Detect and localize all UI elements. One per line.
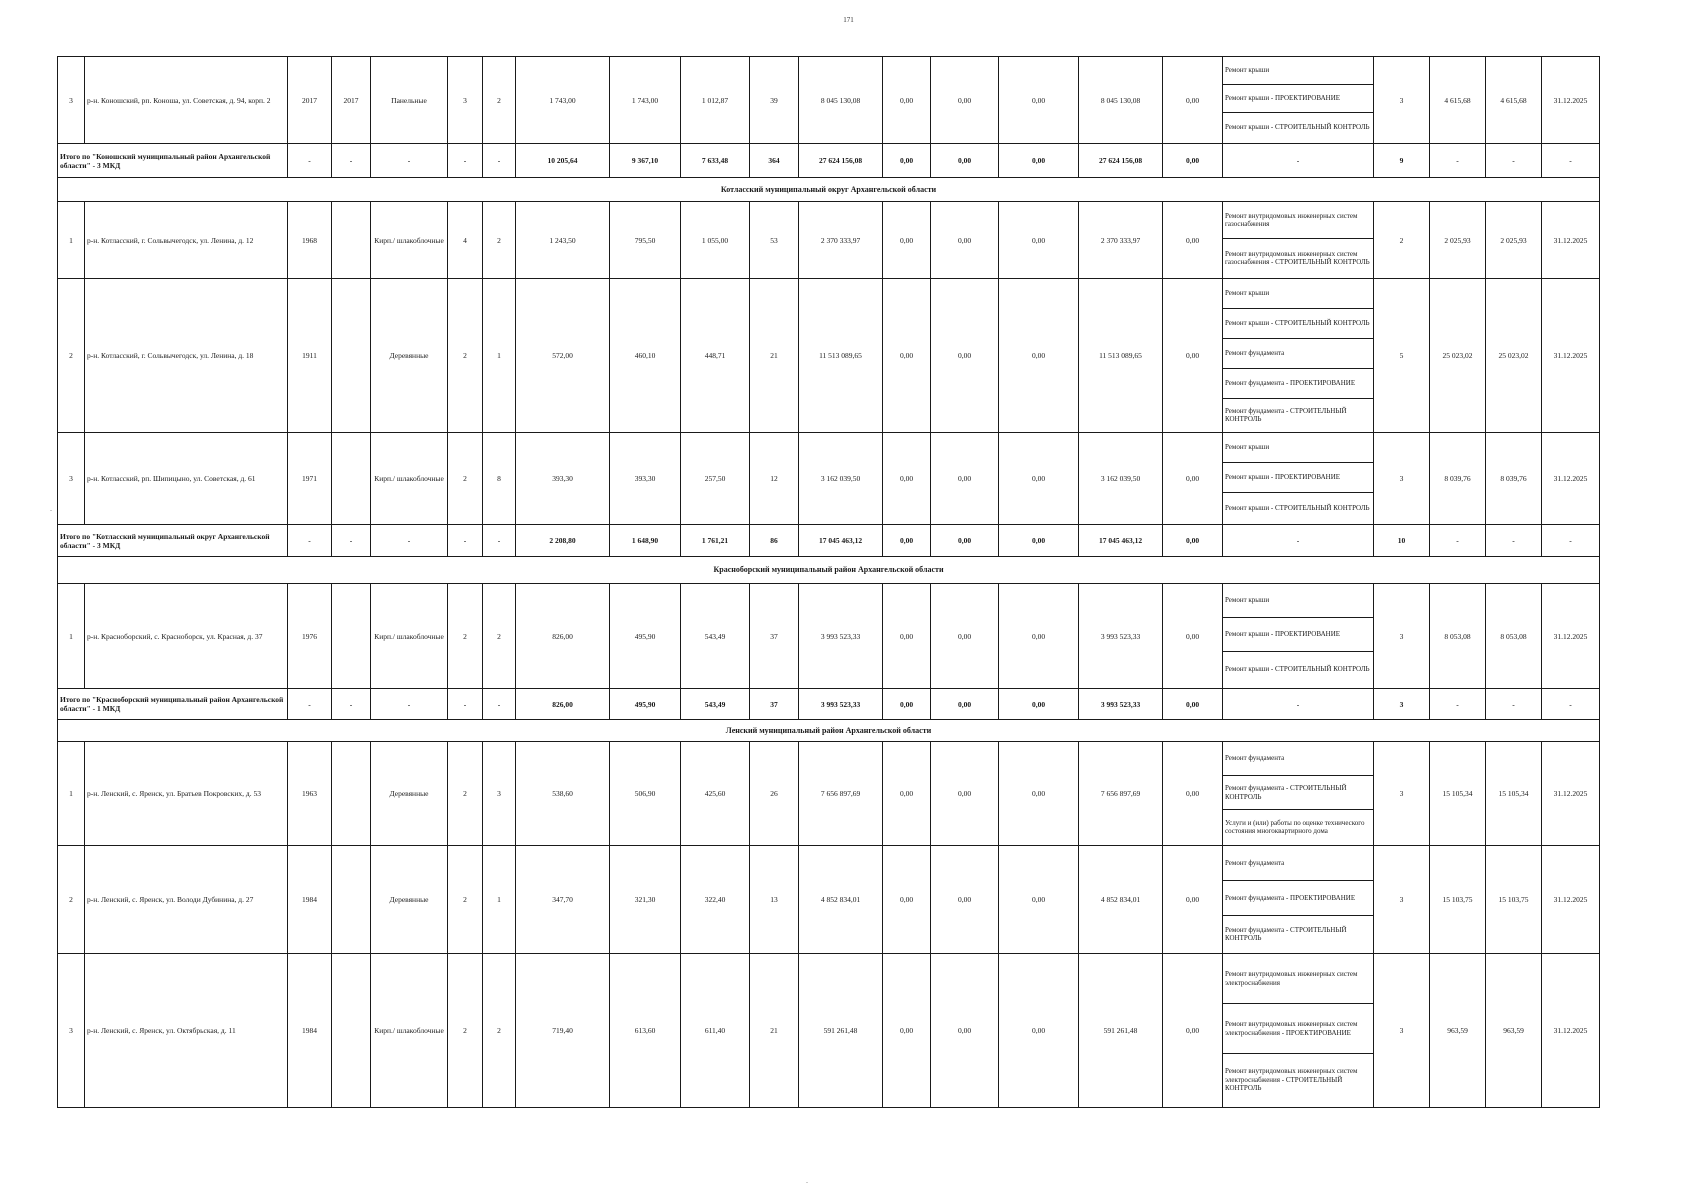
premises-area-cell: 506,90: [610, 742, 681, 846]
work-types-cell: [1223, 742, 1374, 846]
work-type-item: Ремонт крыши - СТРОИТЕЛЬНЫЙ КОНТРОЛЬ: [1225, 665, 1370, 674]
floors-cell: 2: [448, 433, 483, 525]
premises-area-cell: 460,10: [610, 279, 681, 433]
row-number-cell: 3: [58, 57, 85, 144]
premises-area-cell: 613,60: [610, 954, 681, 1108]
entrances-cell: -: [483, 525, 516, 557]
building-row: [58, 279, 1600, 433]
premises-area-cell: 1 648,90: [610, 525, 681, 557]
wall-material-cell: Кирп./ шлакоблочные: [371, 954, 448, 1108]
work-type-item: Ремонт крыши - СТРОИТЕЛЬНЫЙ КОНТРОЛЬ: [1225, 503, 1370, 512]
unit-cost-cell: 963,59: [1430, 954, 1486, 1108]
entrances-cell: 8: [483, 433, 516, 525]
federal-funds-cell: 0,00: [883, 689, 931, 720]
wall-material-cell: Деревянные: [371, 742, 448, 846]
building-row: [58, 742, 1600, 846]
work-types-cell: -: [1223, 689, 1374, 720]
federal-funds-cell: 0,00: [883, 279, 931, 433]
work-count-cell: 3: [1374, 846, 1430, 954]
year-commissioning-cell: 2017: [332, 57, 371, 144]
living-area-cell: 543,49: [681, 689, 750, 720]
year-commissioning-cell: [332, 279, 371, 433]
premises-area-cell: 795,50: [610, 202, 681, 279]
regional-funds-cell: 0,00: [931, 846, 999, 954]
total-area-cell: 2 208,80: [516, 525, 610, 557]
living-area-cell: 543,49: [681, 584, 750, 689]
total-area-cell: 393,30: [516, 433, 610, 525]
living-area-cell: 7 633,48: [681, 144, 750, 178]
work-count-cell: 5: [1374, 279, 1430, 433]
entrances-cell: 2: [483, 584, 516, 689]
year-commissioning-cell: [332, 742, 371, 846]
municipal-funds-cell: 0,00: [999, 525, 1079, 557]
municipal-funds-cell: 0,00: [999, 742, 1079, 846]
work-type-item: Ремонт крыши: [1223, 584, 1373, 618]
wall-material-cell: Панельные: [371, 57, 448, 144]
building-row: [58, 584, 1600, 689]
total-cost-cell: 3 993 523,33: [799, 584, 883, 689]
work-type-item: Ремонт фундамента - СТРОИТЕЛЬНЫЙ КОНТРОЛЬ: [1225, 925, 1347, 942]
entrances-cell: -: [483, 689, 516, 720]
regional-funds-cell: 0,00: [931, 689, 999, 720]
total-cost-cell: 2 370 333,97: [799, 202, 883, 279]
year-commissioning-cell: [332, 202, 371, 279]
work-type-item: Ремонт крыши - ПРОЕКТИРОВАНИЕ: [1223, 463, 1373, 493]
municipal-funds-cell: 0,00: [999, 57, 1079, 144]
unit-cost-limit-cell: -: [1486, 689, 1542, 720]
year-built-cell: -: [288, 689, 332, 720]
unit-cost-limit-cell: 2 025,93: [1486, 202, 1542, 279]
section-header-row: [58, 720, 1600, 742]
work-type-item: Ремонт фундамента - ПРОЕКТИРОВАНИЕ: [1223, 369, 1373, 399]
completion-date-cell: -: [1542, 689, 1600, 720]
section-title: Ленский муниципальный район Архангельской области: [58, 720, 1600, 742]
total-label: Итого по "Коношский муниципальный район Архангельской области" - 3 МКД: [58, 144, 288, 178]
total-label: Итого по "Красноборский муниципальный район Архангельской области" - 1 МКД: [58, 689, 288, 720]
work-type-item: Ремонт внутридомовых инженерных систем электроснабжения - ПРОЕКТИРОВАНИЕ: [1223, 1004, 1373, 1054]
federal-funds-cell: 0,00: [883, 525, 931, 557]
total-cost-cell: 8 045 130,08: [799, 57, 883, 144]
work-type-item: Услуги и (или) работы по оценке технического состояния многоквартирного дома: [1225, 818, 1365, 835]
wall-material-cell: -: [371, 689, 448, 720]
work-count-cell: 3: [1374, 689, 1430, 720]
living-area-cell: 257,50: [681, 433, 750, 525]
building-row: [58, 846, 1600, 954]
year-commissioning-cell: -: [332, 144, 371, 178]
row-number-cell: 2: [58, 846, 85, 954]
work-count-cell: 3: [1374, 57, 1430, 144]
stray-mark: -: [50, 508, 52, 514]
other-funds-cell: 0,00: [1163, 279, 1223, 433]
residents-cell: 37: [750, 584, 799, 689]
federal-funds-cell: 0,00: [883, 954, 931, 1108]
address-cell: р-н. Красноборский, с. Красноборск, ул. Красная, д. 37: [85, 584, 288, 689]
work-type-item: Ремонт крыши: [1223, 433, 1373, 463]
regional-funds-cell: 0,00: [931, 57, 999, 144]
premises-area-cell: 495,90: [610, 689, 681, 720]
premises-area-cell: 495,90: [610, 584, 681, 689]
year-commissioning-cell: [332, 584, 371, 689]
floors-cell: 2: [448, 846, 483, 954]
work-type-item: Ремонт фундамента: [1223, 339, 1373, 369]
capital-repair-table: [57, 56, 1600, 1108]
total-label: Итого по "Котласский муниципальный округ Архангельской области" - 3 МКД: [58, 525, 288, 557]
completion-date-cell: -: [1542, 144, 1600, 178]
work-type-item: Ремонт фундамента - СТРОИТЕЛЬНЫЙ КОНТРОЛЬ: [1223, 776, 1373, 810]
work-type-item: Ремонт крыши - СТРОИТЕЛЬНЫЙ КОНТРОЛЬ: [1223, 309, 1373, 339]
living-area-cell: 1 055,00: [681, 202, 750, 279]
unit-cost-cell: 4 615,68: [1430, 57, 1486, 144]
owner-funds-cell: 3 993 523,33: [1079, 689, 1163, 720]
total-cost-cell: 11 513 089,65: [799, 279, 883, 433]
floors-cell: 2: [448, 279, 483, 433]
stray-mark: -: [806, 1180, 808, 1186]
work-type-item: Ремонт фундамента: [1223, 742, 1373, 776]
year-built-cell: 1963: [288, 742, 332, 846]
work-type-item: Ремонт крыши - ПРОЕКТИРОВАНИЕ: [1223, 618, 1373, 652]
floors-cell: 2: [448, 584, 483, 689]
work-count-cell: 10: [1374, 525, 1430, 557]
completion-date-cell: 31.12.2025: [1542, 742, 1600, 846]
address-cell: р-н. Ленский, с. Яренск, ул. Володи Дубинина, д. 27: [85, 846, 288, 954]
unit-cost-limit-cell: 25 023,02: [1486, 279, 1542, 433]
row-number-cell: 2: [58, 279, 85, 433]
residents-cell: 53: [750, 202, 799, 279]
entrances-cell: 2: [483, 202, 516, 279]
row-number-cell: 1: [58, 202, 85, 279]
federal-funds-cell: 0,00: [883, 57, 931, 144]
work-type-item: Ремонт фундамента: [1223, 846, 1373, 881]
floors-cell: -: [448, 525, 483, 557]
other-funds-cell: 0,00: [1163, 202, 1223, 279]
owner-funds-cell: 17 045 463,12: [1079, 525, 1163, 557]
total-area-cell: 826,00: [516, 584, 610, 689]
work-types-cell: -: [1223, 144, 1374, 178]
unit-cost-cell: 15 103,75: [1430, 846, 1486, 954]
residents-cell: 13: [750, 846, 799, 954]
residents-cell: 21: [750, 279, 799, 433]
federal-funds-cell: 0,00: [883, 433, 931, 525]
completion-date-cell: 31.12.2025: [1542, 202, 1600, 279]
section-header-row: [58, 557, 1600, 584]
work-count-cell: 3: [1374, 742, 1430, 846]
completion-date-cell: 31.12.2025: [1542, 846, 1600, 954]
residents-cell: 21: [750, 954, 799, 1108]
entrances-cell: -: [483, 144, 516, 178]
federal-funds-cell: 0,00: [883, 144, 931, 178]
work-types-cell: [1223, 846, 1374, 954]
year-built-cell: 1984: [288, 954, 332, 1108]
owner-funds-cell: 7 656 897,69: [1079, 742, 1163, 846]
year-built-cell: 1984: [288, 846, 332, 954]
district-total-row: [58, 689, 1600, 720]
regional-funds-cell: 0,00: [931, 742, 999, 846]
work-count-cell: 2: [1374, 202, 1430, 279]
unit-cost-limit-cell: -: [1486, 144, 1542, 178]
living-area-cell: 425,60: [681, 742, 750, 846]
address-cell: р-н. Коношский, рп. Коноша, ул. Советская, д. 94, корп. 2: [85, 57, 288, 144]
unit-cost-cell: 15 105,34: [1430, 742, 1486, 846]
other-funds-cell: 0,00: [1163, 144, 1223, 178]
work-type-item: Ремонт внутридомовых инженерных систем газоснабжения - СТРОИТЕЛЬНЫЙ КОНТРОЛЬ: [1225, 249, 1370, 266]
year-commissioning-cell: [332, 954, 371, 1108]
completion-date-cell: 31.12.2025: [1542, 57, 1600, 144]
wall-material-cell: Деревянные: [371, 279, 448, 433]
section-title: Котласский муниципальный округ Архангельской области: [58, 178, 1600, 202]
unit-cost-limit-cell: 15 103,75: [1486, 846, 1542, 954]
unit-cost-limit-cell: 4 615,68: [1486, 57, 1542, 144]
address-cell: р-н. Ленский, с. Яренск, ул. Братьев Покровских, д. 53: [85, 742, 288, 846]
work-types-cell: [1223, 584, 1374, 689]
work-types-cell: [1223, 433, 1374, 525]
unit-cost-limit-cell: 8 039,76: [1486, 433, 1542, 525]
wall-material-cell: Кирп./ шлакоблочные: [371, 202, 448, 279]
floors-cell: 2: [448, 954, 483, 1108]
municipal-funds-cell: 0,00: [999, 144, 1079, 178]
municipal-funds-cell: 0,00: [999, 279, 1079, 433]
residents-cell: 39: [750, 57, 799, 144]
regional-funds-cell: 0,00: [931, 525, 999, 557]
year-commissioning-cell: [332, 846, 371, 954]
work-type-item: Ремонт крыши: [1223, 57, 1373, 85]
total-area-cell: 826,00: [516, 689, 610, 720]
work-type-item: Ремонт внутридомовых инженерных систем электроснабжения - СТРОИТЕЛЬНЫЙ КОНТРОЛЬ: [1225, 1067, 1358, 1093]
work-count-cell: 3: [1374, 954, 1430, 1108]
row-number-cell: 3: [58, 433, 85, 525]
entrances-cell: 2: [483, 57, 516, 144]
owner-funds-cell: 3 162 039,50: [1079, 433, 1163, 525]
owner-funds-cell: 11 513 089,65: [1079, 279, 1163, 433]
entrances-cell: 3: [483, 742, 516, 846]
work-type-item: Ремонт крыши: [1223, 279, 1373, 309]
work-type-item: Ремонт крыши - ПРОЕКТИРОВАНИЕ: [1223, 85, 1373, 113]
year-built-cell: 1976: [288, 584, 332, 689]
living-area-cell: 611,40: [681, 954, 750, 1108]
work-type-item: Ремонт фундамента - СТРОИТЕЛЬНЫЙ КОНТРОЛЬ: [1225, 406, 1347, 423]
year-built-cell: -: [288, 144, 332, 178]
regional-funds-cell: 0,00: [931, 584, 999, 689]
floors-cell: 4: [448, 202, 483, 279]
living-area-cell: 1 761,21: [681, 525, 750, 557]
work-types-cell: [1223, 954, 1374, 1108]
other-funds-cell: 0,00: [1163, 846, 1223, 954]
total-cost-cell: 591 261,48: [799, 954, 883, 1108]
other-funds-cell: 0,00: [1163, 57, 1223, 144]
building-row: [58, 433, 1600, 525]
address-cell: р-н. Котласский, рп. Шипицыно, ул. Советская, д. 61: [85, 433, 288, 525]
wall-material-cell: -: [371, 525, 448, 557]
completion-date-cell: 31.12.2025: [1542, 584, 1600, 689]
wall-material-cell: Кирп./ шлакоблочные: [371, 584, 448, 689]
unit-cost-cell: 8 053,08: [1430, 584, 1486, 689]
year-built-cell: 2017: [288, 57, 332, 144]
premises-area-cell: 1 743,00: [610, 57, 681, 144]
row-number-cell: 1: [58, 742, 85, 846]
work-type-item: Ремонт внутридомовых инженерных систем электроснабжения: [1223, 954, 1373, 1004]
section-title: Красноборский муниципальный район Архангельской области: [58, 557, 1600, 584]
entrances-cell: 1: [483, 846, 516, 954]
completion-date-cell: 31.12.2025: [1542, 279, 1600, 433]
work-count-cell: 3: [1374, 433, 1430, 525]
page-number: 171: [843, 16, 854, 24]
other-funds-cell: 0,00: [1163, 584, 1223, 689]
year-commissioning-cell: -: [332, 525, 371, 557]
wall-material-cell: -: [371, 144, 448, 178]
regional-funds-cell: 0,00: [931, 433, 999, 525]
year-commissioning-cell: [332, 433, 371, 525]
unit-cost-limit-cell: 8 053,08: [1486, 584, 1542, 689]
year-built-cell: 1911: [288, 279, 332, 433]
total-area-cell: 1 743,00: [516, 57, 610, 144]
owner-funds-cell: 4 852 834,01: [1079, 846, 1163, 954]
federal-funds-cell: 0,00: [883, 846, 931, 954]
living-area-cell: 448,71: [681, 279, 750, 433]
row-number-cell: 1: [58, 584, 85, 689]
address-cell: р-н. Котласский, г. Сольвычегодск, ул. Ленина, д. 18: [85, 279, 288, 433]
regional-funds-cell: 0,00: [931, 954, 999, 1108]
work-count-cell: 9: [1374, 144, 1430, 178]
premises-area-cell: 321,30: [610, 846, 681, 954]
unit-cost-cell: -: [1430, 689, 1486, 720]
unit-cost-cell: 8 039,76: [1430, 433, 1486, 525]
owner-funds-cell: 591 261,48: [1079, 954, 1163, 1108]
unit-cost-cell: 25 023,02: [1430, 279, 1486, 433]
total-cost-cell: 3 993 523,33: [799, 689, 883, 720]
unit-cost-cell: 2 025,93: [1430, 202, 1486, 279]
residents-cell: 364: [750, 144, 799, 178]
other-funds-cell: 0,00: [1163, 742, 1223, 846]
work-types-cell: -: [1223, 525, 1374, 557]
wall-material-cell: Деревянные: [371, 846, 448, 954]
district-total-row: [58, 144, 1600, 178]
total-area-cell: 10 205,64: [516, 144, 610, 178]
building-row: [58, 202, 1600, 279]
residents-cell: 26: [750, 742, 799, 846]
federal-funds-cell: 0,00: [883, 742, 931, 846]
residents-cell: 12: [750, 433, 799, 525]
work-type-item: Ремонт крыши - СТРОИТЕЛЬНЫЙ КОНТРОЛЬ: [1225, 123, 1370, 132]
unit-cost-limit-cell: -: [1486, 525, 1542, 557]
total-area-cell: 538,60: [516, 742, 610, 846]
work-type-item: Ремонт фундамента - ПРОЕКТИРОВАНИЕ: [1223, 881, 1373, 916]
regional-funds-cell: 0,00: [931, 144, 999, 178]
owner-funds-cell: 8 045 130,08: [1079, 57, 1163, 144]
completion-date-cell: 31.12.2025: [1542, 433, 1600, 525]
floors-cell: -: [448, 689, 483, 720]
total-area-cell: 572,00: [516, 279, 610, 433]
municipal-funds-cell: 0,00: [999, 584, 1079, 689]
other-funds-cell: 0,00: [1163, 954, 1223, 1108]
completion-date-cell: 31.12.2025: [1542, 954, 1600, 1108]
owner-funds-cell: 2 370 333,97: [1079, 202, 1163, 279]
owner-funds-cell: 3 993 523,33: [1079, 584, 1163, 689]
work-types-cell: [1223, 279, 1374, 433]
regional-funds-cell: 0,00: [931, 202, 999, 279]
address-cell: р-н. Котласский, г. Сольвычегодск, ул. Ленина, д. 12: [85, 202, 288, 279]
section-header-row: [58, 178, 1600, 202]
total-cost-cell: 7 656 897,69: [799, 742, 883, 846]
unit-cost-limit-cell: 963,59: [1486, 954, 1542, 1108]
total-cost-cell: 3 162 039,50: [799, 433, 883, 525]
work-types-cell: [1223, 202, 1374, 279]
residents-cell: 37: [750, 689, 799, 720]
work-types-cell: [1223, 57, 1374, 144]
total-area-cell: 1 243,50: [516, 202, 610, 279]
living-area-cell: 322,40: [681, 846, 750, 954]
residents-cell: 86: [750, 525, 799, 557]
year-built-cell: 1971: [288, 433, 332, 525]
total-area-cell: 719,40: [516, 954, 610, 1108]
other-funds-cell: 0,00: [1163, 525, 1223, 557]
floors-cell: 2: [448, 742, 483, 846]
completion-date-cell: -: [1542, 525, 1600, 557]
municipal-funds-cell: 0,00: [999, 433, 1079, 525]
year-built-cell: 1968: [288, 202, 332, 279]
floors-cell: 3: [448, 57, 483, 144]
total-cost-cell: 17 045 463,12: [799, 525, 883, 557]
federal-funds-cell: 0,00: [883, 202, 931, 279]
work-count-cell: 3: [1374, 584, 1430, 689]
entrances-cell: 2: [483, 954, 516, 1108]
municipal-funds-cell: 0,00: [999, 954, 1079, 1108]
address-cell: р-н. Ленский, с. Яренск, ул. Октябрьская, д. 11: [85, 954, 288, 1108]
building-row: [58, 57, 1600, 144]
total-area-cell: 347,70: [516, 846, 610, 954]
other-funds-cell: 0,00: [1163, 433, 1223, 525]
wall-material-cell: Кирп./ шлакоблочные: [371, 433, 448, 525]
regional-funds-cell: 0,00: [931, 279, 999, 433]
municipal-funds-cell: 0,00: [999, 689, 1079, 720]
other-funds-cell: 0,00: [1163, 689, 1223, 720]
municipal-funds-cell: 0,00: [999, 202, 1079, 279]
owner-funds-cell: 27 624 156,08: [1079, 144, 1163, 178]
district-total-row: [58, 525, 1600, 557]
year-commissioning-cell: -: [332, 689, 371, 720]
row-number-cell: 3: [58, 954, 85, 1108]
year-built-cell: -: [288, 525, 332, 557]
building-row: [58, 954, 1600, 1108]
total-cost-cell: 27 624 156,08: [799, 144, 883, 178]
premises-area-cell: 9 367,10: [610, 144, 681, 178]
premises-area-cell: 393,30: [610, 433, 681, 525]
unit-cost-cell: -: [1430, 525, 1486, 557]
total-cost-cell: 4 852 834,01: [799, 846, 883, 954]
municipal-funds-cell: 0,00: [999, 846, 1079, 954]
floors-cell: -: [448, 144, 483, 178]
federal-funds-cell: 0,00: [883, 584, 931, 689]
entrances-cell: 1: [483, 279, 516, 433]
unit-cost-limit-cell: 15 105,34: [1486, 742, 1542, 846]
work-type-item: Ремонт внутридомовых инженерных систем газоснабжения: [1223, 202, 1373, 239]
unit-cost-cell: -: [1430, 144, 1486, 178]
living-area-cell: 1 012,87: [681, 57, 750, 144]
